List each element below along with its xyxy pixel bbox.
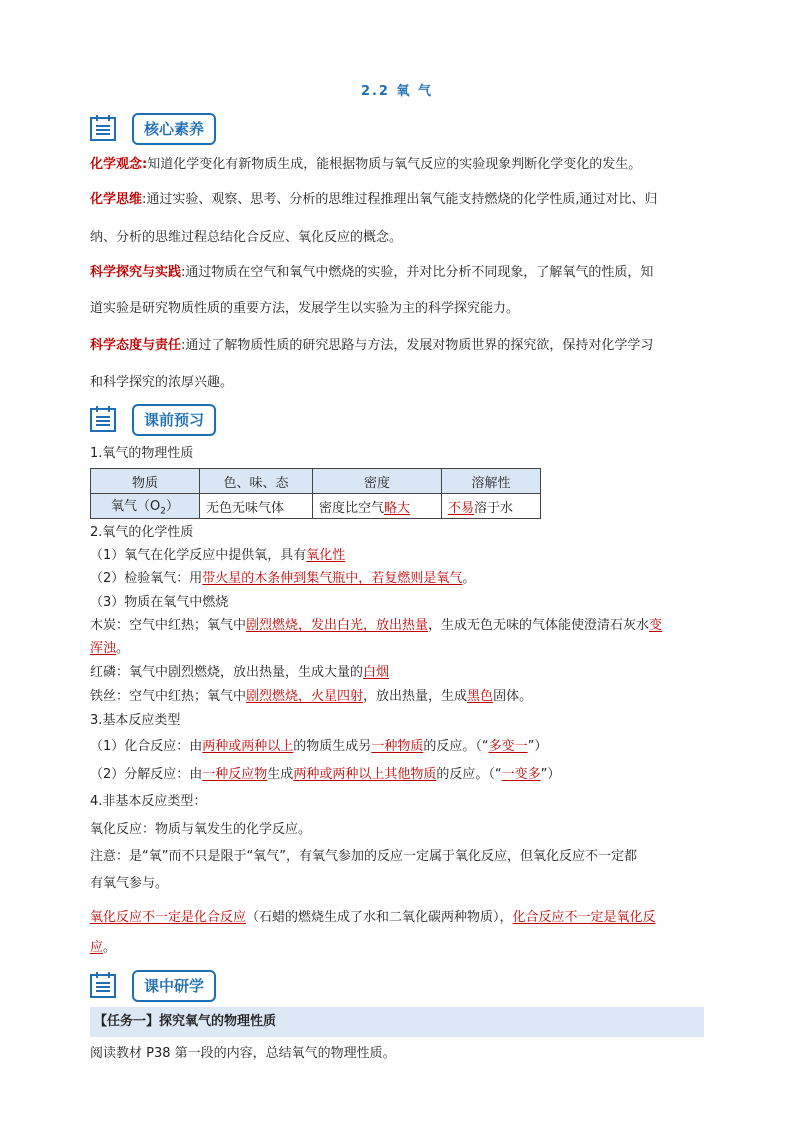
table-header-cell: 密度	[313, 469, 442, 494]
reactions-heading: 3.基本反应类型	[90, 713, 181, 728]
reaction-decomposition: （2）分解反应：由一种反应物生成两种或两种以上其他物质的反应。（“一变多”）	[90, 767, 561, 782]
core-label: 科学探究与实践	[90, 265, 182, 280]
calendar-list-icon	[90, 972, 116, 998]
carbon-line-2: 浑浊。	[90, 641, 130, 656]
calendar-list-icon	[90, 115, 116, 141]
phosphorus-line: 红磷：氧气中剧烈燃烧，放出热量，生成大量的白烟	[90, 665, 390, 680]
table-header-cell: 色、味、态	[200, 469, 313, 494]
table-header-cell: 溶解性	[442, 469, 541, 494]
core-line-5: 道实验是研究物质性质的重要方法，发展学生以实验为主的科学探究能力。	[90, 301, 520, 316]
page-title: 2.2 氧 气	[360, 84, 434, 99]
chemical-line-3: （3）物质在氧气中燃烧	[90, 595, 229, 610]
carbon-line: 木炭：空气中红热；氧气中剧烈燃烧，发出白光，放出热量，生成无色无味的气体能使澄清石灰水变	[90, 618, 663, 633]
core-label: 化学观念:	[90, 157, 148, 172]
core-line-7: 和科学探究的浓厚兴趣。	[90, 375, 234, 390]
note-line-1: 注意：是“氧”而不只是限于“氧气”，有氧气参加的反应一定属于氧化反应，但氧化反应不一定都	[90, 849, 637, 864]
table-cell-appearance: 无色无味气体	[200, 494, 313, 519]
section-title: 课前预习	[132, 404, 216, 436]
task-reading: 阅读教材 P38 第一段的内容，总结氧气的物理性质。	[90, 1046, 396, 1061]
table-row	[91, 494, 541, 519]
section-title: 课中研学	[132, 970, 216, 1002]
core-line-6	[90, 337, 704, 355]
chemical-line-1: （1）氧气在化学反应中提供氧，具有氧化性	[90, 548, 346, 563]
core-label: 化学思维	[90, 192, 143, 207]
table-cell-solubility: 不易溶于水	[442, 494, 541, 519]
table-cell-density: 密度比空气略大	[313, 494, 442, 519]
core-line-3: 纳、分析的思维过程总结化合反应、氧化反应的概念。	[90, 230, 403, 245]
core-label: 科学态度与责任	[90, 338, 182, 353]
summary-line-2: 应。	[90, 940, 117, 955]
table-cell-substance: 氧气$(O_2)$	[91, 494, 200, 519]
core-text: :通过了解物质性质的研究思路与方法，发展对物质世界的探究欲，保持对化学学习	[181, 338, 654, 353]
calendar-list-icon	[90, 406, 116, 432]
core-text: :通过物质在空气和氧气中燃烧的实验，并对比分析不同现象，了解氧气的性质，知	[181, 265, 654, 280]
summary-line-1: 氧化反应不一定是化合反应（石蜡的燃烧生成了水和二氧化碳两种物质），化合反应不一定是氧化反	[90, 910, 656, 925]
physical-heading: 1.氧气的物理性质	[90, 446, 194, 461]
task-banner: 【任务一】探究氧气的物理性质	[90, 1007, 704, 1037]
section-title: 核心素养	[132, 113, 216, 145]
non-basic-heading: 4.非基本反应类型：	[90, 794, 207, 809]
core-text: 知道化学变化有新物质生成，能根据物质与氧气反应的实验现象判断化学变化的发生。	[147, 157, 642, 172]
iron-line: 铁丝：空气中红热；氧气中剧烈燃烧，火星四射，放出热量，生成黑色固体。	[90, 689, 533, 704]
chemical-heading: 2.氧气的化学性质	[90, 525, 194, 540]
core-line-1	[90, 156, 704, 174]
core-line-4	[90, 264, 704, 282]
table-header-cell: 物质	[91, 469, 200, 494]
table-header-row	[91, 469, 541, 494]
reaction-combination: （1）化合反应：由两种或两种以上的物质生成另一种物质的反应。（“多变一”）	[90, 739, 548, 754]
core-line-2	[90, 191, 704, 209]
oxidation-definition: 氧化反应：物质与氧发生的化学反应。	[90, 822, 312, 837]
note-line-2: 有氧气参与。	[90, 876, 169, 891]
chemical-line-2: （2）检验氧气：用带火星的木条伸到集气瓶中，若复燃则是氧气。	[90, 571, 476, 586]
core-text: :通过实验、观察、思考、分析的思维过程推理出氧气能支持燃烧的化学性质,通过对比、归	[142, 192, 658, 207]
physical-properties-table	[90, 468, 541, 519]
